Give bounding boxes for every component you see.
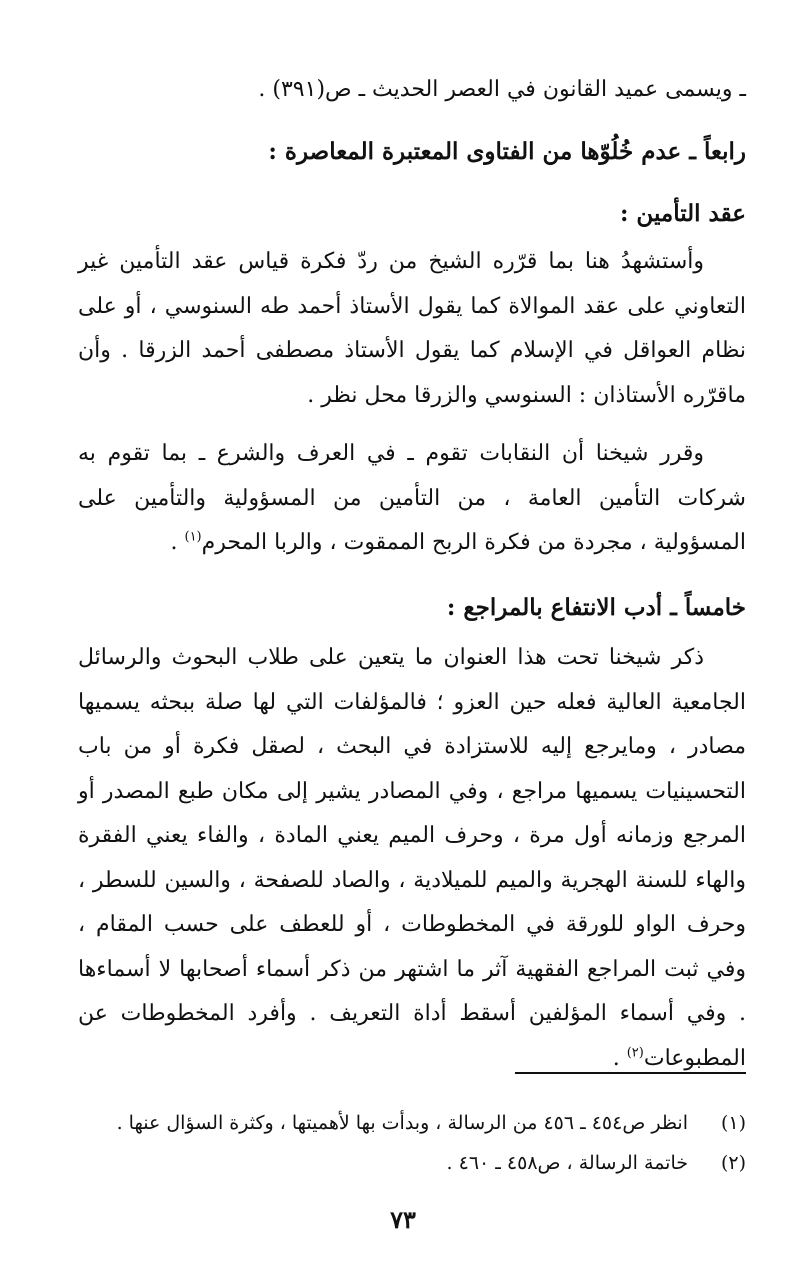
footnote-1-text: انظر ص٤٥٤ ـ ٤٥٦ من الرسالة ، وبدأت بها لأهميتها ، وكثرة السؤال عنها . bbox=[116, 1112, 688, 1134]
footnote-2-text: خاتمة الرسالة ، ص٤٥٨ ـ ٤٦٠ . bbox=[446, 1152, 688, 1174]
paragraph-references-etiquette bbox=[78, 636, 746, 1081]
paragraph-references-end: . bbox=[612, 1045, 627, 1071]
paragraph-syndicates bbox=[78, 432, 746, 566]
paragraph-insurance-analogy: وأستشهدُ هنا بما قرّره الشيخ من ردّ فكرة قياس عقد التأمين غير التعاوني على عقد الموالاة كما يقول الأستاذ أحمد طه السنوسي ، أو على نظام العواقل في الإسلام كما يقول الأستاذ مصطفى أحمد الزرقا . وأن ماقرّره الأستاذان : السنوسي والزرقا محل نظر . bbox=[78, 249, 746, 408]
page-number: ٧٣ bbox=[390, 1205, 416, 1234]
section-heading-fifth: خامساً ـ أدب الانتفاع بالمراجع : bbox=[446, 594, 746, 621]
footnote-2 bbox=[78, 1146, 746, 1180]
paragraph-references-text: ذكر شيخنا تحت هذا العنوان ما يتعين على طلاب البحوث والرسائل الجامعية العالية فعله حين العزو ؛ فالمؤلفات التي لها صلة ببحثه يسميها مصادر ، ومايرجع إليه للاستزادة في البحث ، لصقل فكرة أو من باب التحسينيات يسميها مراجع ، وفي المصادر يشير إلى مكان طبع المصدر أو المرجع وزمانه أول مرة ، وحرف الميم يعني المادة ، والفاء يعني الفقرة والهاء للسنة الهجرية والميم للميلادية ، والصاد للصفحة ، والسين للسطر ، وحرف الواو للورقة في المخطوطات ، أو للعطف على حسب المقام ، وفي ثبت المراجع الفقهية آثر ما اشتهر من ذكر أسماء أصحابها لا أسماءها . وفي أسماء المؤلفين أسقط أداة التعريف . وأفرد المخطوطات عن المطبوعات bbox=[78, 645, 746, 1071]
footnote-separator bbox=[515, 1072, 746, 1074]
footnote-1 bbox=[78, 1106, 746, 1140]
footnote-1-number: (١) bbox=[720, 1112, 746, 1134]
footnote-ref-2[interactable]: (٢) bbox=[626, 1045, 644, 1061]
subheading-insurance-contract: عقد التأمين : bbox=[619, 200, 746, 227]
paragraph-syndicates-end: . bbox=[170, 530, 185, 555]
paragraph-syndicates-text: وقرر شيخنا أن النقابات تقوم ـ في العرف والشرع ـ بما تقوم به شركات التأمين العامة ، من التأمين من المسؤولية والتأمين على المسؤولية ، مجردة من فكرة الربح الممقوت ، والربا المحرم bbox=[78, 441, 746, 555]
footnote-ref-1[interactable]: (١) bbox=[184, 529, 202, 545]
section-heading-fourth: رابعاً ـ عدم خُلُوّها من الفتاوى المعتبرة المعاصرة : bbox=[268, 138, 746, 165]
intro-line: ـ ويسمى عميد القانون في العصر الحديث ـ ص(٣٩١) . bbox=[258, 77, 746, 102]
footnote-2-number: (٢) bbox=[720, 1152, 746, 1174]
